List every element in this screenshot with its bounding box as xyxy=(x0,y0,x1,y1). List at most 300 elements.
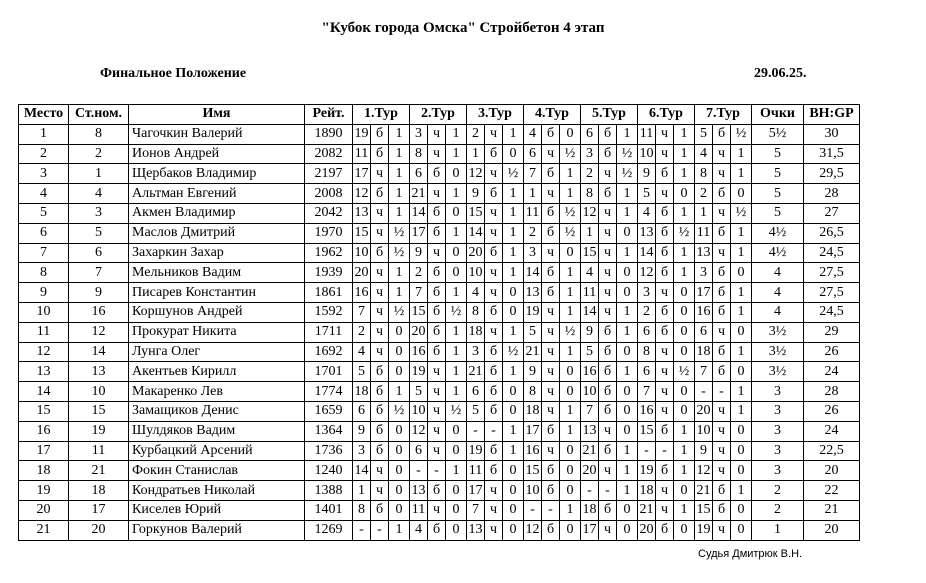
round-result-cell: 0 xyxy=(389,500,410,520)
round-color-cell: ч xyxy=(371,164,389,184)
round-result-cell: ½ xyxy=(560,203,581,223)
round-opponent-cell: 5 xyxy=(467,401,485,421)
round-opponent-cell: 20 xyxy=(638,520,656,540)
round-color-cell: б xyxy=(542,203,560,223)
round-result-cell: 0 xyxy=(560,520,581,540)
round-color-cell: б xyxy=(656,263,674,283)
round-result-cell: 0 xyxy=(446,441,467,461)
round-color-cell: б xyxy=(485,302,503,322)
start-number-cell: 20 xyxy=(69,520,129,540)
round-opponent-cell: 15 xyxy=(410,302,428,322)
round-opponent-cell: 12 xyxy=(695,461,713,481)
round-opponent-cell: 8 xyxy=(581,184,599,204)
round-opponent-cell: 9 xyxy=(353,421,371,441)
round-result-cell: 1 xyxy=(617,124,638,144)
tiebreak-cell: 22,5 xyxy=(804,441,860,461)
round-result-cell: 1 xyxy=(503,203,524,223)
round-result-cell: 0 xyxy=(731,322,752,342)
points-cell: 4 xyxy=(752,263,804,283)
place-cell: 17 xyxy=(19,441,69,461)
round-result-cell: 1 xyxy=(503,263,524,283)
place-cell: 19 xyxy=(19,481,69,501)
points-cell: 5½ xyxy=(752,124,804,144)
rating-cell: 1592 xyxy=(305,302,353,322)
round-opponent-cell: 10 xyxy=(467,263,485,283)
start-number-cell: 17 xyxy=(69,500,129,520)
round-opponent-cell: 15 xyxy=(695,500,713,520)
round-color-cell: ч xyxy=(428,421,446,441)
player-name-cell: Чагочкин Валерий xyxy=(129,124,305,144)
round-result-cell: 1 xyxy=(560,401,581,421)
round-result-cell: 1 xyxy=(389,184,410,204)
round-opponent-cell: - xyxy=(638,441,656,461)
round-color-cell: ч xyxy=(428,243,446,263)
player-name-cell: Маслов Дмитрий xyxy=(129,223,305,243)
round-color-cell: ч xyxy=(485,283,503,303)
round-color-cell: ч xyxy=(428,144,446,164)
header-points: Очки xyxy=(752,105,804,125)
round-result-cell: 1 xyxy=(503,223,524,243)
round-opponent-cell: 8 xyxy=(410,144,428,164)
place-cell: 9 xyxy=(19,283,69,303)
round-result-cell: 0 xyxy=(503,401,524,421)
round-opponent-cell: 7 xyxy=(638,382,656,402)
round-color-cell: - xyxy=(371,520,389,540)
round-color-cell: б xyxy=(485,243,503,263)
round-opponent-cell: 11 xyxy=(695,223,713,243)
round-opponent-cell: 2 xyxy=(467,124,485,144)
round-color-cell: ч xyxy=(371,283,389,303)
round-opponent-cell: 15 xyxy=(353,223,371,243)
round-color-cell: б xyxy=(599,124,617,144)
round-opponent-cell: 20 xyxy=(467,243,485,263)
table-row xyxy=(19,144,860,164)
round-color-cell: ч xyxy=(713,322,731,342)
round-result-cell: 1 xyxy=(560,283,581,303)
round-opponent-cell: 13 xyxy=(524,283,542,303)
round-opponent-cell: 13 xyxy=(581,421,599,441)
round-result-cell: 0 xyxy=(446,481,467,501)
round-color-cell: б xyxy=(428,520,446,540)
round-color-cell: ч xyxy=(542,362,560,382)
round-result-cell: 1 xyxy=(674,203,695,223)
round-color-cell: б xyxy=(713,283,731,303)
round-opponent-cell: 6 xyxy=(524,144,542,164)
round-opponent-cell: 7 xyxy=(410,283,428,303)
round-color-cell: б xyxy=(713,362,731,382)
round-color-cell: ч xyxy=(599,520,617,540)
round-color-cell: ч xyxy=(485,322,503,342)
round-color-cell: ч xyxy=(713,243,731,263)
round-result-cell: 0 xyxy=(389,461,410,481)
round-opponent-cell: - xyxy=(581,481,599,501)
document-title: "Кубок города Омска" Стройбетон 4 этап xyxy=(321,20,605,36)
start-number-cell: 3 xyxy=(69,203,129,223)
round-opponent-cell: 21 xyxy=(524,342,542,362)
round-color-cell: ч xyxy=(428,401,446,421)
round-result-cell: 1 xyxy=(503,421,524,441)
place-cell: 11 xyxy=(19,322,69,342)
round-opponent-cell: 6 xyxy=(353,401,371,421)
round-result-cell: 1 xyxy=(389,144,410,164)
round-color-cell: ч xyxy=(371,322,389,342)
round-opponent-cell: 11 xyxy=(638,124,656,144)
round-opponent-cell: 6 xyxy=(638,322,656,342)
round-result-cell: 0 xyxy=(617,520,638,540)
round-opponent-cell: 5 xyxy=(695,124,713,144)
round-result-cell: ½ xyxy=(617,164,638,184)
document-subtitle: Финальное Положение xyxy=(100,66,247,81)
round-result-cell: 1 xyxy=(617,322,638,342)
round-result-cell: 0 xyxy=(389,421,410,441)
round-color-cell: ч xyxy=(656,362,674,382)
round-result-cell: ½ xyxy=(731,203,752,223)
round-color-cell: ч xyxy=(428,124,446,144)
player-name-cell: Ионов Андрей xyxy=(129,144,305,164)
round-opponent-cell: 6 xyxy=(638,362,656,382)
round-color-cell: ч xyxy=(713,164,731,184)
round-color-cell: ч xyxy=(485,124,503,144)
round-opponent-cell: 5 xyxy=(524,322,542,342)
rating-cell: 1659 xyxy=(305,401,353,421)
standings-table xyxy=(18,104,860,541)
start-number-cell: 5 xyxy=(69,223,129,243)
round-color-cell: б xyxy=(542,461,560,481)
round-opponent-cell: 4 xyxy=(353,342,371,362)
round-color-cell: ч xyxy=(656,144,674,164)
round-opponent-cell: 16 xyxy=(581,362,599,382)
player-name-cell: Лунга Олег xyxy=(129,342,305,362)
place-cell: 3 xyxy=(19,164,69,184)
points-cell: 4 xyxy=(752,283,804,303)
place-cell: 10 xyxy=(19,302,69,322)
round-color-cell: ч xyxy=(599,263,617,283)
player-name-cell: Писарев Константин xyxy=(129,283,305,303)
round-color-cell: ч xyxy=(599,302,617,322)
round-opponent-cell: 3 xyxy=(467,342,485,362)
start-number-cell: 9 xyxy=(69,283,129,303)
round-opponent-cell: 12 xyxy=(524,520,542,540)
round-color-cell: б xyxy=(428,263,446,283)
round-result-cell: 0 xyxy=(560,441,581,461)
round-opponent-cell: 11 xyxy=(467,461,485,481)
round-color-cell: б xyxy=(656,461,674,481)
round-result-cell: 1 xyxy=(503,243,524,263)
round-result-cell: 0 xyxy=(617,263,638,283)
round-opponent-cell: 6 xyxy=(695,322,713,342)
round-result-cell: ½ xyxy=(503,342,524,362)
round-opponent-cell: 16 xyxy=(524,441,542,461)
place-cell: 14 xyxy=(19,382,69,402)
start-number-cell: 6 xyxy=(69,243,129,263)
points-cell: 3½ xyxy=(752,362,804,382)
tiebreak-cell: 22 xyxy=(804,481,860,501)
place-cell: 20 xyxy=(19,500,69,520)
points-cell: 5 xyxy=(752,184,804,204)
rating-cell: 2082 xyxy=(305,144,353,164)
round-opponent-cell: 2 xyxy=(410,263,428,283)
round-color-cell: б xyxy=(485,382,503,402)
points-cell: 5 xyxy=(752,164,804,184)
round-result-cell: 0 xyxy=(389,342,410,362)
player-name-cell: Коршунов Андрей xyxy=(129,302,305,322)
rating-cell: 1774 xyxy=(305,382,353,402)
round-opponent-cell: 1 xyxy=(467,144,485,164)
start-number-cell: 8 xyxy=(69,124,129,144)
start-number-cell: 13 xyxy=(69,362,129,382)
round-opponent-cell: 3 xyxy=(638,283,656,303)
round-result-cell: 0 xyxy=(617,283,638,303)
round-color-cell: ч xyxy=(542,441,560,461)
round-result-cell: 0 xyxy=(503,283,524,303)
round-opponent-cell: 18 xyxy=(638,481,656,501)
round-result-cell: 1 xyxy=(731,144,752,164)
player-name-cell: Фокин Станислав xyxy=(129,461,305,481)
round-result-cell: ½ xyxy=(389,302,410,322)
rating-cell: 1240 xyxy=(305,461,353,481)
round-opponent-cell: 5 xyxy=(353,362,371,382)
round-opponent-cell: 14 xyxy=(353,461,371,481)
round-color-cell: б xyxy=(713,481,731,501)
round-result-cell: 1 xyxy=(731,283,752,303)
round-result-cell: 0 xyxy=(503,520,524,540)
round-result-cell: 1 xyxy=(389,520,410,540)
round-opponent-cell: 16 xyxy=(410,342,428,362)
round-opponent-cell: 3 xyxy=(410,124,428,144)
place-cell: 5 xyxy=(19,203,69,223)
points-cell: 4½ xyxy=(752,243,804,263)
round-color-cell: ч xyxy=(656,124,674,144)
round-color-cell: - xyxy=(485,421,503,441)
round-result-cell: 1 xyxy=(617,461,638,481)
round-color-cell: б xyxy=(599,362,617,382)
round-result-cell: 0 xyxy=(674,283,695,303)
round-color-cell: ч xyxy=(371,481,389,501)
round-opponent-cell: 16 xyxy=(353,283,371,303)
round-result-cell: 1 xyxy=(674,441,695,461)
round-color-cell: ч xyxy=(656,342,674,362)
round-result-cell: ½ xyxy=(674,362,695,382)
round-result-cell: 1 xyxy=(503,322,524,342)
round-result-cell: 0 xyxy=(617,382,638,402)
place-cell: 1 xyxy=(19,124,69,144)
round-opponent-cell: 2 xyxy=(353,322,371,342)
round-color-cell: б xyxy=(428,342,446,362)
round-opponent-cell: - xyxy=(353,520,371,540)
place-cell: 21 xyxy=(19,520,69,540)
round-result-cell: ½ xyxy=(446,302,467,322)
tiebreak-cell: 31,5 xyxy=(804,144,860,164)
round-color-cell: ч xyxy=(371,223,389,243)
round-opponent-cell: 15 xyxy=(581,243,599,263)
round-color-cell: б xyxy=(428,322,446,342)
header-tiebreak: BH:GP xyxy=(804,105,860,125)
round-opponent-cell: 8 xyxy=(638,342,656,362)
rating-cell: 2008 xyxy=(305,184,353,204)
round-opponent-cell: 21 xyxy=(638,500,656,520)
round-color-cell: ч xyxy=(485,520,503,540)
round-color-cell: ч xyxy=(428,184,446,204)
player-name-cell: Макаренко Лев xyxy=(129,382,305,402)
round-result-cell: 0 xyxy=(446,243,467,263)
round-result-cell: 1 xyxy=(674,144,695,164)
round-result-cell: 0 xyxy=(617,421,638,441)
round-opponent-cell: 4 xyxy=(695,144,713,164)
round-opponent-cell: 8 xyxy=(467,302,485,322)
round-result-cell: 0 xyxy=(674,382,695,402)
rating-cell: 2042 xyxy=(305,203,353,223)
round-opponent-cell: 5 xyxy=(638,184,656,204)
rating-cell: 1364 xyxy=(305,421,353,441)
round-result-cell: 1 xyxy=(560,421,581,441)
points-cell: 3 xyxy=(752,382,804,402)
round-result-cell: 0 xyxy=(503,302,524,322)
round-opponent-cell: - xyxy=(467,421,485,441)
round-color-cell: ч xyxy=(485,500,503,520)
round-opponent-cell: 9 xyxy=(695,441,713,461)
round-color-cell: б xyxy=(656,243,674,263)
round-opponent-cell: 3 xyxy=(353,441,371,461)
round-color-cell: - xyxy=(428,461,446,481)
round-color-cell: ч xyxy=(542,401,560,421)
round-result-cell: 0 xyxy=(503,382,524,402)
round-result-cell: 0 xyxy=(674,342,695,362)
round-opponent-cell: 11 xyxy=(581,283,599,303)
round-result-cell: 0 xyxy=(446,520,467,540)
round-result-cell: 1 xyxy=(674,263,695,283)
rating-cell: 1736 xyxy=(305,441,353,461)
round-result-cell: 1 xyxy=(560,500,581,520)
round-opponent-cell: 9 xyxy=(467,184,485,204)
round-result-cell: 0 xyxy=(446,421,467,441)
round-result-cell: 0 xyxy=(389,441,410,461)
round-opponent-cell: 6 xyxy=(410,164,428,184)
points-cell: 2 xyxy=(752,481,804,501)
round-result-cell: 0 xyxy=(503,500,524,520)
tiebreak-cell: 29 xyxy=(804,322,860,342)
table-row xyxy=(19,164,860,184)
round-result-cell: 1 xyxy=(446,124,467,144)
standings-body xyxy=(19,124,860,540)
round-result-cell: 0 xyxy=(674,302,695,322)
place-cell: 8 xyxy=(19,263,69,283)
rating-cell: 2197 xyxy=(305,164,353,184)
header-start-number: Ст.ном. xyxy=(69,105,129,125)
judge-signature: Судья Дмитрюк В.Н. xyxy=(698,548,803,560)
round-result-cell: 1 xyxy=(446,322,467,342)
round-result-cell: ½ xyxy=(446,401,467,421)
round-color-cell: ч xyxy=(713,421,731,441)
round-opponent-cell: 4 xyxy=(410,520,428,540)
round-color-cell: б xyxy=(371,362,389,382)
round-opponent-cell: 11 xyxy=(410,500,428,520)
player-name-cell: Курбацкий Арсений xyxy=(129,441,305,461)
table-row xyxy=(19,520,860,540)
round-color-cell: б xyxy=(713,302,731,322)
round-result-cell: 1 xyxy=(560,342,581,362)
rating-cell: 1269 xyxy=(305,520,353,540)
table-row xyxy=(19,302,860,322)
table-row xyxy=(19,382,860,402)
round-opponent-cell: 19 xyxy=(467,441,485,461)
round-color-cell: б xyxy=(542,481,560,501)
table-row xyxy=(19,441,860,461)
round-result-cell: 1 xyxy=(389,164,410,184)
place-cell: 16 xyxy=(19,421,69,441)
round-opponent-cell: 19 xyxy=(695,520,713,540)
round-result-cell: 0 xyxy=(560,243,581,263)
round-color-cell: ч xyxy=(542,342,560,362)
round-opponent-cell: 2 xyxy=(695,184,713,204)
round-color-cell: ч xyxy=(542,184,560,204)
header-round-2: 2.Тур xyxy=(410,105,467,125)
round-opponent-cell: 7 xyxy=(581,401,599,421)
round-result-cell: 1 xyxy=(674,461,695,481)
round-result-cell: 1 xyxy=(674,124,695,144)
round-result-cell: ½ xyxy=(389,243,410,263)
player-name-cell: Шулдяков Вадим xyxy=(129,421,305,441)
points-cell: 4 xyxy=(752,302,804,322)
round-opponent-cell: 14 xyxy=(524,263,542,283)
round-color-cell: ч xyxy=(713,520,731,540)
round-color-cell: ч xyxy=(371,302,389,322)
round-color-cell: б xyxy=(428,203,446,223)
round-result-cell: 0 xyxy=(617,500,638,520)
round-color-cell: ч xyxy=(485,223,503,243)
round-opponent-cell: 17 xyxy=(524,421,542,441)
round-result-cell: 0 xyxy=(674,481,695,501)
round-color-cell: ч xyxy=(428,500,446,520)
round-opponent-cell: 20 xyxy=(695,401,713,421)
round-opponent-cell: - xyxy=(524,500,542,520)
round-color-cell: ч xyxy=(485,164,503,184)
round-result-cell: 1 xyxy=(389,203,410,223)
round-color-cell: - xyxy=(656,441,674,461)
round-color-cell: б xyxy=(599,441,617,461)
round-opponent-cell: 9 xyxy=(410,243,428,263)
round-result-cell: 0 xyxy=(446,263,467,283)
round-color-cell: б xyxy=(428,223,446,243)
round-result-cell: 0 xyxy=(503,144,524,164)
round-result-cell: 1 xyxy=(731,223,752,243)
round-result-cell: 1 xyxy=(617,243,638,263)
round-color-cell: б xyxy=(656,520,674,540)
header-round-4: 4.Тур xyxy=(524,105,581,125)
round-result-cell: 0 xyxy=(560,461,581,481)
round-color-cell: ч xyxy=(713,203,731,223)
tiebreak-cell: 26 xyxy=(804,401,860,421)
round-color-cell: ч xyxy=(599,243,617,263)
round-opponent-cell: 8 xyxy=(695,164,713,184)
round-opponent-cell: 9 xyxy=(638,164,656,184)
round-opponent-cell: 14 xyxy=(638,243,656,263)
tiebreak-cell: 27 xyxy=(804,203,860,223)
round-result-cell: 1 xyxy=(731,382,752,402)
place-cell: 4 xyxy=(19,184,69,204)
round-color-cell: б xyxy=(542,283,560,303)
round-result-cell: 0 xyxy=(617,342,638,362)
round-opponent-cell: 13 xyxy=(353,203,371,223)
tiebreak-cell: 20 xyxy=(804,461,860,481)
round-opponent-cell: 10 xyxy=(524,481,542,501)
table-row xyxy=(19,342,860,362)
rating-cell: 1890 xyxy=(305,124,353,144)
round-result-cell: ½ xyxy=(503,164,524,184)
round-opponent-cell: 19 xyxy=(410,362,428,382)
points-cell: 3½ xyxy=(752,342,804,362)
round-result-cell: 1 xyxy=(674,243,695,263)
rating-cell: 1401 xyxy=(305,500,353,520)
